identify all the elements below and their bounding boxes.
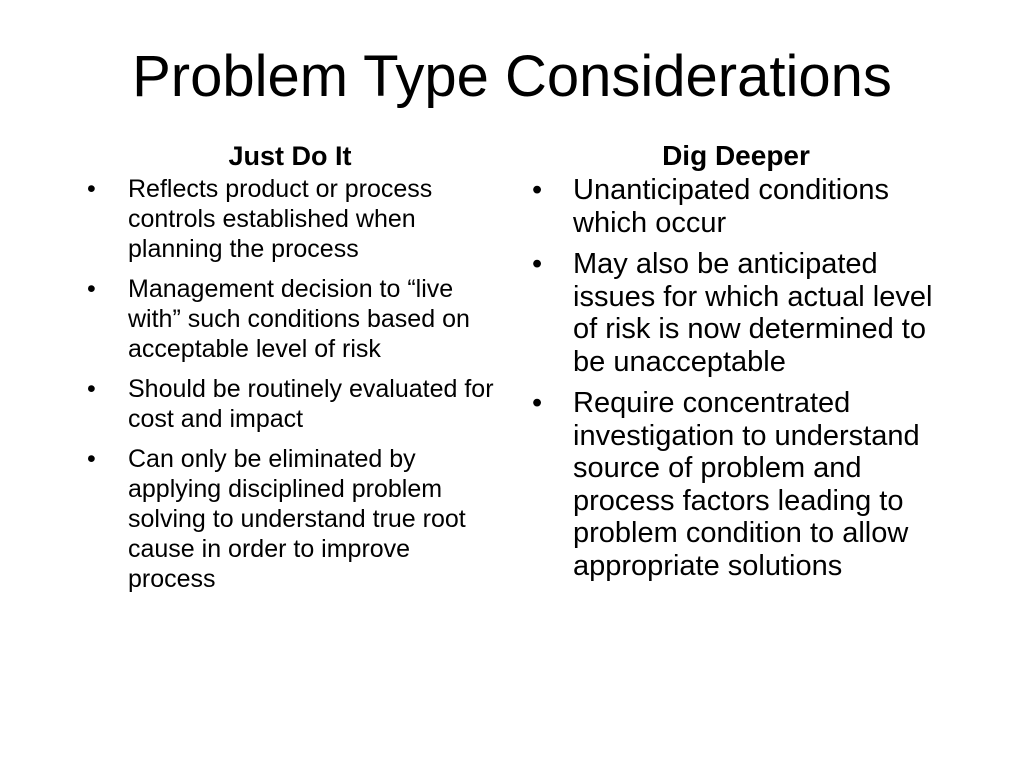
dig-deeper-column <box>529 138 943 591</box>
bullet-icon: • <box>532 387 543 419</box>
list-item <box>84 274 496 364</box>
list-item-text: Management decision to “live with” such conditions based on acceptable level of risk <box>128 275 470 363</box>
bullet-icon: • <box>87 175 96 203</box>
list-item-text: Require concentrated investigation to understand source of problem and process factors leading to problem condition to allow appropriate solutions <box>573 387 920 582</box>
list-item <box>84 174 496 264</box>
slide-title: Problem Type Considerations <box>132 44 892 109</box>
list-item-text: Should be routinely evaluated for cost and impact <box>128 375 494 433</box>
list-item <box>84 444 496 594</box>
dig-deeper-list <box>529 174 943 582</box>
bullet-icon: • <box>87 275 96 303</box>
bullet-icon: • <box>87 375 96 403</box>
bullet-icon: • <box>532 174 543 206</box>
list-item-text: May also be anticipated issues for which actual level of risk is now determined to be unacceptable <box>573 248 933 378</box>
list-item-text: Reflects product or process controls established when planning the process <box>128 175 433 263</box>
list-item <box>529 248 943 378</box>
dig-deeper-heading: Dig Deeper <box>662 140 810 171</box>
just-do-it-heading: Just Do It <box>228 141 352 171</box>
just-do-it-list <box>84 174 496 594</box>
bullet-icon: • <box>532 248 543 280</box>
list-item <box>529 174 943 239</box>
list-item-text: Unanticipated conditions which occur <box>573 174 889 239</box>
just-do-it-column <box>84 138 496 604</box>
bullet-icon: • <box>87 445 96 473</box>
list-item <box>84 374 496 434</box>
list-item-text: Can only be eliminated by applying disciplined problem solving to understand true root cause in order to improve process <box>128 445 466 593</box>
list-item <box>529 387 943 582</box>
